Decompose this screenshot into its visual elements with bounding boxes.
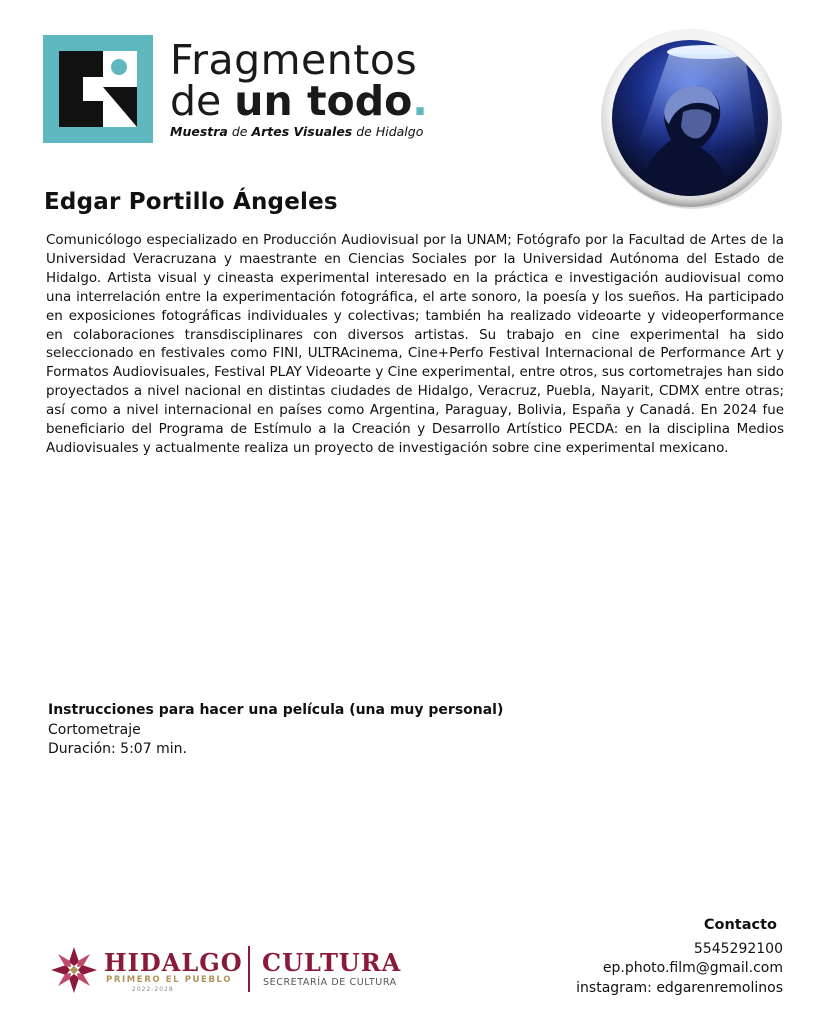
work-info bbox=[48, 701, 648, 760]
contact-instagram: instagram: edgarenremolinos bbox=[576, 979, 783, 996]
brand-divider bbox=[248, 946, 250, 992]
logo-subtitle bbox=[170, 124, 440, 139]
logo-title-line2 bbox=[170, 77, 440, 125]
subtitle-part2: de bbox=[231, 124, 248, 139]
brand-tagline: PRIMERO EL PUEBLO bbox=[106, 975, 233, 985]
work-title: Instrucciones para hacer una película (una muy personal) bbox=[48, 702, 504, 718]
fragmentos-logo-icon bbox=[43, 35, 153, 143]
contact-phone: 5545292100 bbox=[693, 940, 783, 957]
logo-title-line1: Fragmentos bbox=[170, 36, 418, 84]
brand-cultura: CULTURA bbox=[262, 948, 402, 977]
contact-email: ep.photo.film@gmail.com bbox=[602, 960, 783, 976]
subtitle-part4: de Hidalgo bbox=[356, 124, 424, 139]
logo-wordmark bbox=[170, 36, 440, 139]
work-type: Cortometraje bbox=[48, 721, 141, 738]
brand-hidalgo: HIDALGO bbox=[104, 948, 243, 977]
brand-years: 2022-2028 bbox=[132, 986, 174, 993]
contact-title: Contacto bbox=[703, 917, 777, 933]
hidalgo-star-icon bbox=[50, 946, 98, 994]
logo-title-prefix: de bbox=[170, 77, 222, 125]
artist-name: Edgar Portillo Ángeles bbox=[44, 189, 338, 215]
contact-block bbox=[576, 916, 783, 998]
brand-secretaria: SECRETARÍA DE CULTURA bbox=[263, 977, 397, 988]
logo-title-bold: un todo bbox=[234, 77, 413, 125]
logo-title-dot: . bbox=[412, 77, 428, 125]
artist-portrait bbox=[597, 28, 783, 210]
artist-bio: Comunicólogo especializado en Producción Audiovisual por la UNAM; Fotógrafo por la Facultad de Artes de la Universidad Veracruzana y maestrante en Ciencias Sociales por la Universidad Autónoma del Estado de Hidalgo. Artista visual y cineasta experimental interesado en la práctica e investigación audiovisual como una interrelación entre la experimentación fotográfica, el arte sonoro, la poesía y los sueños. Ha participado en exposiciones fotográficas individuales y colectivas; también ha realizado videoarte y videoperformance en colaboraciones transdisciplinares con diversos artistas. Su trabajo en cine experimental ha sido seleccionado en festivales como FINI, ULTRAcinema, Cine+Perfo Festival Internacional de Performance Art y Formatos Audiovisuales, Festival PLAY Videoarte y Cine experimental, entre otros, sus cortometrajes han sido proyectados a nivel nacional en distintas ciudades de Hidalgo, Veracruz, Puebla, Nayarit, CDMX entre otras; así como a nivel internacional en países como Argentina, Paraguay, Bolivia, España y Canadá. En 2024 fue beneficiario del Programa de Estímulo a la Creación y Desarrollo Artístico PECDA: en la disciplina Medios Audiovisuales y actualmente realiza un proyecto de investigación sobre cine experimental mexicano. bbox=[46, 233, 784, 456]
subtitle-part1: Muestra bbox=[170, 124, 228, 139]
hidalgo-cultura-logo bbox=[50, 944, 410, 996]
work-duration: Duración: 5:07 min. bbox=[48, 741, 187, 757]
subtitle-part3: Artes Visuales bbox=[251, 124, 353, 139]
